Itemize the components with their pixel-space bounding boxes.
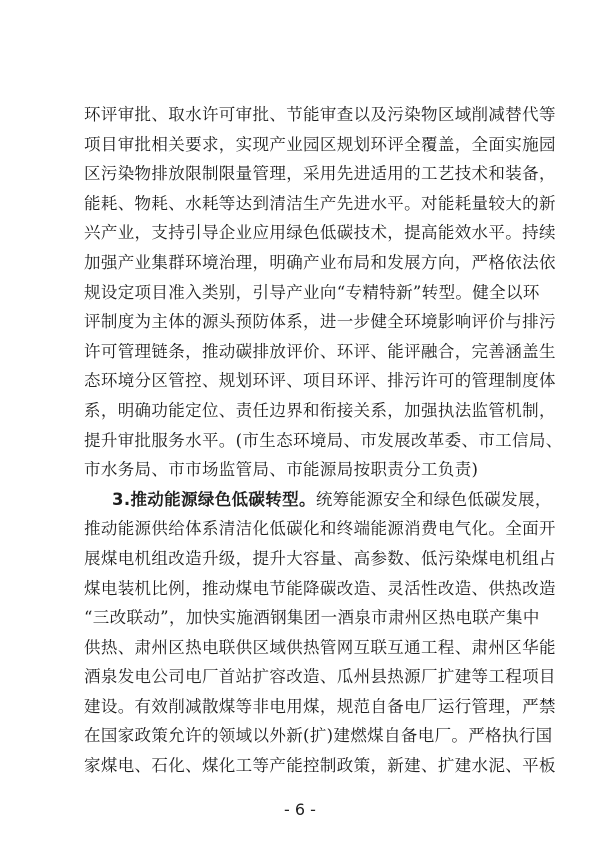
heading-continuation: 统筹能源安全和绿色低碳发展， <box>315 489 552 509</box>
text-line: 煤电装机比例，推动煤电节能降碳改造、灵活性改造、供热改造 <box>84 578 556 598</box>
text-line: 态环境分区管控、规划环评、项目环评、排污许可的管理制度体 <box>84 371 556 391</box>
text-line: 区污染物排放限制限量管理，采用先进适用的工艺技术和装备， <box>84 164 556 184</box>
text-line: 在国家政策允许的领域以外新(扩)建燃煤自备电厂。严格执行国 <box>84 726 553 746</box>
text-line: 系，明确功能定位、责任边界和衔接关系，加强执法监管机制， <box>84 400 556 420</box>
body-text <box>84 100 563 781</box>
text-line: 市水务局、市市场监管局、市能源局按职责分工负责) <box>84 460 479 480</box>
text-line: 供热、肃州区热电联供区域供热管网互联互通工程、肃州区华能 <box>84 637 556 657</box>
text-line: 兴产业，支持引导企业应用绿色低碳技术，提高能效水平。持续 <box>84 223 556 243</box>
text-line: 提升审批服务水平。(市生态环境局、市发展改革委、市工信局、 <box>84 430 563 450</box>
text-line <box>84 485 552 515</box>
text-line: 建设。有效削减散煤等非电用煤，规范自备电厂运行管理，严禁 <box>84 696 556 716</box>
text-line: 推动能源供给体系清洁化低碳化和终端能源消费电气化。全面开 <box>84 519 556 539</box>
text-line: 评制度为主体的源头预防体系，进一步健全环境影响评价与排污 <box>84 312 556 332</box>
page-number: - 6 - <box>284 800 316 819</box>
text-line: 环评审批、取水许可审批、节能审查以及污染物区域削减替代等 <box>84 105 556 124</box>
text-line: 项目审批相关要求，实现产业园区规划环评全覆盖，全面实施园 <box>84 134 556 154</box>
text-line: 能耗、物耗、水耗等达到清洁生产先进水平。对能耗量较大的新 <box>84 193 556 213</box>
text-line: 酒泉发电公司电厂首站扩容改造、瓜州县热源厂扩建等工程项目 <box>84 667 556 687</box>
text-line: 加强产业集群环境治理，明确产业布局和发展方向，严格依法依 <box>84 252 556 272</box>
text-line: 展煤电机组改造升级，提升大容量、高参数、低污染煤电机组占 <box>84 548 556 568</box>
text-line: 许可管理链条，推动碳排放评价、环评、能评融合，完善涵盖生 <box>84 341 556 361</box>
section-heading: 3.推动能源绿色低碳转型。 <box>112 489 316 509</box>
text-line: “三改联动”，加快实施酒钢集团一酒泉市肃州区热电联产集中 <box>84 608 540 628</box>
paragraph-1 <box>84 100 563 485</box>
paragraph-2 <box>84 485 556 781</box>
text-line: 规设定项目准入类别，引导产业向“专精特新”转型。健全以环 <box>84 282 540 302</box>
text-line: 家煤电、石化、煤化工等产能控制政策，新建、扩建水泥、平板 <box>84 756 556 776</box>
